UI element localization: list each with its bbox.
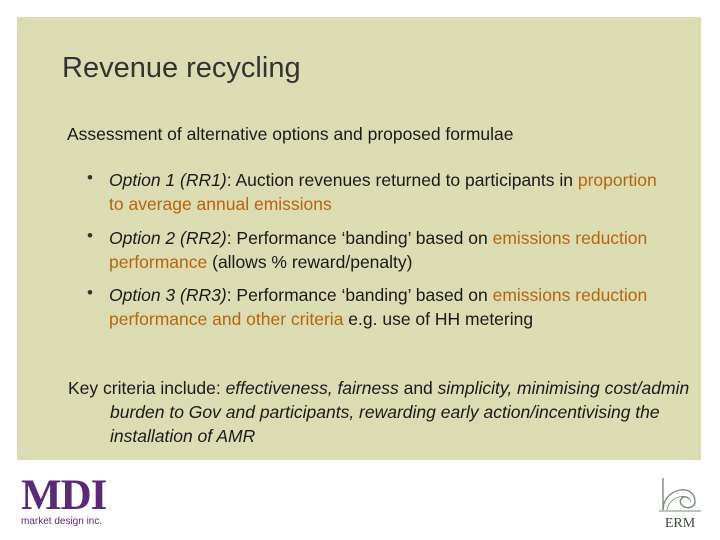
bullet-option-1 xyxy=(109,168,669,216)
option-highlight: proportion to average annual emissions xyxy=(109,170,657,214)
option-tail: (allows % reward/penalty) xyxy=(207,252,413,272)
bullet-marker: • xyxy=(87,226,93,245)
option-text: : Performance ‘banding’ based on xyxy=(226,228,493,248)
key-criteria-paragraph xyxy=(68,376,710,448)
key-criteria-lead: Key criteria include: xyxy=(68,378,226,398)
bullet-option-3 xyxy=(109,283,669,331)
erm-logo-word: ERM xyxy=(664,516,696,530)
mdi-logo xyxy=(21,472,107,527)
key-criteria-and: and xyxy=(398,378,438,398)
option-tail: e.g. use of HH metering xyxy=(343,309,534,329)
bullet-marker: • xyxy=(87,168,93,187)
erm-spiral-icon xyxy=(659,475,701,511)
bullet-marker: • xyxy=(87,283,93,302)
key-criteria-items: effectiveness, fairness xyxy=(225,378,399,398)
option-highlight: emissions reduction performance and other criteria xyxy=(109,285,648,329)
erm-logo xyxy=(655,474,707,530)
option-label: Option 3 (RR3) xyxy=(109,285,227,305)
slide-subtitle: Assessment of alternative options and proposed formulae xyxy=(67,124,514,144)
option-text: : Auction revenues returned to participants in xyxy=(226,170,578,190)
bullet-option-2 xyxy=(109,226,669,274)
option-text: : Performance ‘banding’ based on xyxy=(226,285,493,305)
option-label: Option 2 (RR2) xyxy=(109,228,227,248)
option-label: Option 1 (RR1) xyxy=(109,170,227,190)
slide-title: Revenue recycling xyxy=(62,52,301,84)
option-highlight: emissions reduction performance xyxy=(109,228,648,272)
key-criteria-rest: simplicity, minimising cost/admin burden to Gov and participants, rewarding early action/incentivising the installation of AMR xyxy=(110,378,690,446)
mdi-logo-tagline: market design inc. xyxy=(21,516,103,527)
mdi-logo-word: MDI xyxy=(21,472,107,519)
